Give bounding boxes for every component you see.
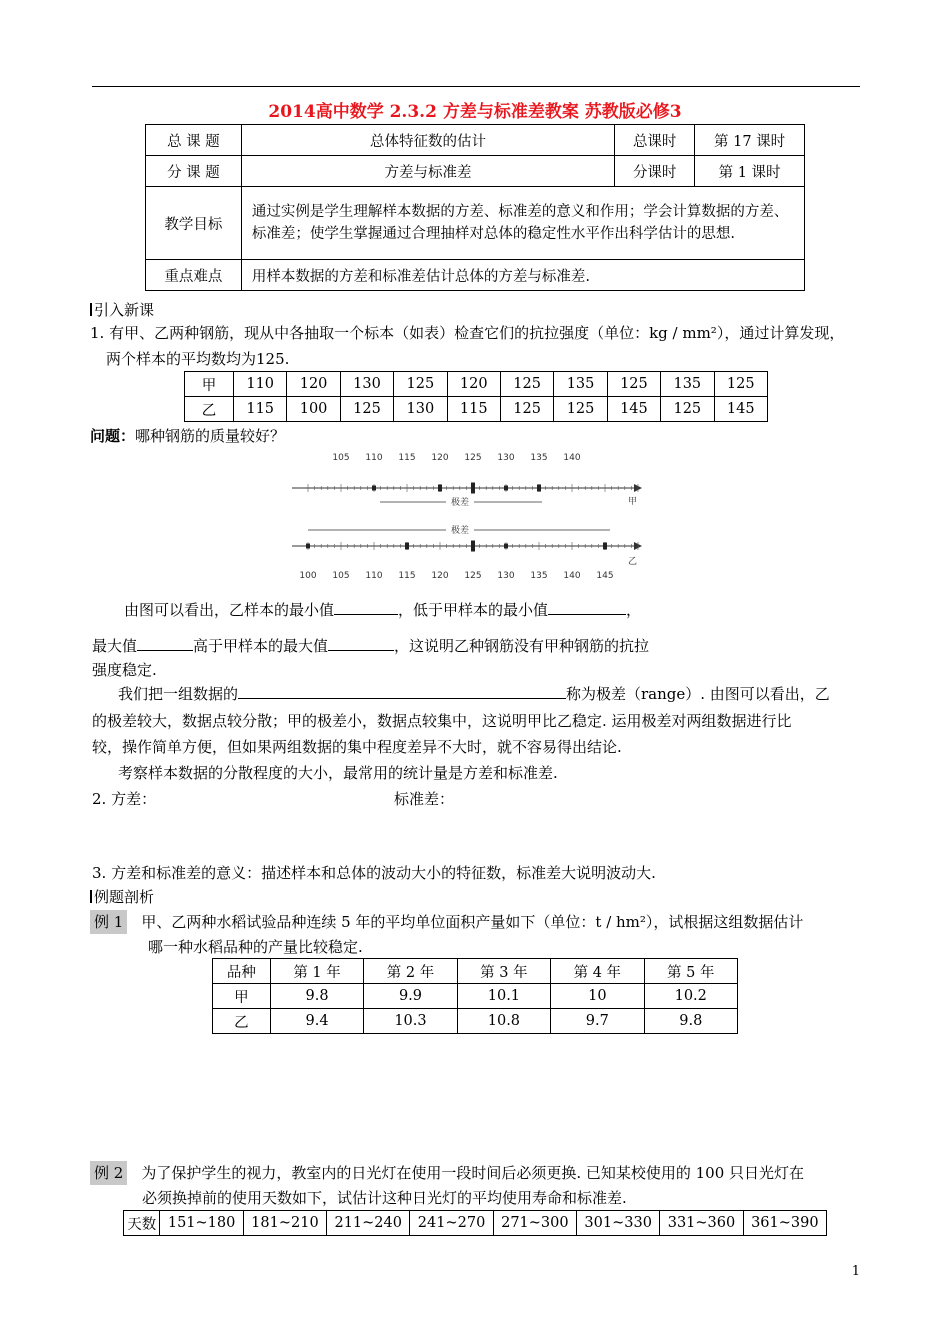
- data-point: [603, 543, 607, 550]
- item2-variance: 2. 方差：: [92, 790, 157, 808]
- data-point: [471, 541, 475, 552]
- cell-label: 教学目标: [146, 187, 242, 260]
- table-cell: 120: [287, 372, 340, 397]
- table-cell: 125: [500, 372, 553, 397]
- para2: [92, 634, 649, 658]
- tick-label: 115: [398, 453, 416, 463]
- tick-label: 140: [563, 571, 581, 581]
- range-number-line-figure: [288, 448, 648, 588]
- table-cell: 100: [287, 397, 340, 422]
- table-cell: 9.8: [270, 984, 363, 1009]
- section-heading-examples: [90, 886, 154, 907]
- cell-value: 第 1 课时: [695, 156, 805, 187]
- table-cell: 130: [340, 372, 393, 397]
- table-cell: 361~390: [743, 1211, 826, 1236]
- tick-label: 140: [563, 453, 581, 463]
- table-cell: 135: [661, 372, 714, 397]
- bottom-tick-labels: [299, 571, 613, 581]
- blank-line: [334, 600, 398, 615]
- tick-label: 125: [464, 571, 482, 581]
- table-cell: 10.3: [364, 1009, 457, 1034]
- table-cell: 天数: [124, 1211, 160, 1236]
- para2-text-b: 高于甲样本的最大值: [193, 637, 329, 655]
- section-marker: [90, 890, 92, 903]
- table-cell: 9.9: [364, 984, 457, 1009]
- para3-line1: [118, 682, 830, 706]
- cell-label: 总课时: [615, 125, 695, 156]
- range-a-label: 极差: [450, 498, 470, 508]
- table-row: [146, 125, 805, 156]
- data-point: [504, 486, 508, 491]
- table-cell: 125: [394, 372, 447, 397]
- example-tag: 例 1: [90, 910, 127, 934]
- section-label: 例题剖析: [94, 888, 155, 906]
- table-cell: 乙: [213, 1009, 271, 1034]
- tick-label: 115: [398, 571, 416, 581]
- item3: 3. 方差和标准差的意义：描述样本和总体的波动大小的特征数，标准差大说明波动大.: [92, 864, 656, 882]
- table-cell: 125: [500, 397, 553, 422]
- cell-label: 分 课 题: [146, 156, 242, 187]
- cell-value: 总体特征数的估计: [241, 125, 614, 156]
- row-name: 乙: [185, 397, 234, 422]
- table-cell: 145: [714, 397, 767, 422]
- header-cell: 第 1 年: [270, 959, 363, 984]
- header-cell: 第 4 年: [551, 959, 644, 984]
- table-cell: 181~210: [243, 1211, 326, 1236]
- blank-line: [137, 636, 193, 651]
- blank-line: [548, 600, 626, 615]
- table-cell: 10.1: [457, 984, 550, 1009]
- row-name: 甲: [185, 372, 234, 397]
- cell-label: 重点难点: [146, 260, 242, 291]
- header-cell: 品种: [213, 959, 271, 984]
- para2-text-a: 最大值: [92, 637, 138, 655]
- rice-yield-table: [212, 958, 738, 1034]
- tick-label: 110: [365, 453, 383, 463]
- table-row: [146, 187, 805, 260]
- table-cell: 9.8: [644, 1009, 737, 1034]
- course-info-table: [145, 124, 805, 291]
- table-cell: 10.2: [644, 984, 737, 1009]
- example2-line2: 必须换掉前的使用天数如下，试估计这种日光灯的平均使用寿命和标准差.: [142, 1189, 627, 1207]
- table-row: [185, 372, 768, 397]
- section-marker: [90, 303, 92, 316]
- table-cell: 130: [394, 397, 447, 422]
- tick-label: 145: [596, 571, 614, 581]
- table-row: [124, 1211, 827, 1236]
- tick-label: 100: [299, 571, 317, 581]
- table-cell: 甲: [213, 984, 271, 1009]
- table-cell: 271~300: [493, 1211, 576, 1236]
- table-cell: 125: [714, 372, 767, 397]
- table-row: [146, 260, 805, 291]
- cell-value: 第 17 课时: [695, 125, 805, 156]
- page-title: 2014高中数学 2.3.2 方差与标准差教案 苏教版必修3: [268, 102, 682, 122]
- para3-text-a: 我们把一组数据的: [118, 685, 239, 703]
- table-cell: 145: [607, 397, 660, 422]
- table-cell: 115: [447, 397, 500, 422]
- para2-line2: 强度稳定.: [92, 661, 157, 679]
- table-cell: 10.8: [457, 1009, 550, 1034]
- table-cell: 125: [607, 372, 660, 397]
- para1: [124, 598, 641, 622]
- question-text: 哪种钢筋的质量较好？: [135, 427, 286, 445]
- table-cell: 9.4: [270, 1009, 363, 1034]
- data-point: [372, 486, 376, 491]
- table-row: [213, 984, 738, 1009]
- steel-sample-table: [184, 371, 768, 422]
- cell-value: 通过实例是学生理解样本数据的方差、标准差的意义和作用；学会计算数据的方差、标准差；使学生掌握通过合理抽样对总体的稳定性水平作出科学估计的思想.: [241, 187, 804, 260]
- para2-text-c: ，这说明乙种钢筋没有甲种钢筋的抗拉: [394, 637, 650, 655]
- header-cell: 第 3 年: [457, 959, 550, 984]
- table-cell: 10: [551, 984, 644, 1009]
- data-point: [504, 544, 508, 549]
- table-row: [213, 1009, 738, 1034]
- example1-line1: [90, 910, 803, 934]
- para1-text-c: ，: [626, 601, 642, 619]
- table-cell: 135: [554, 372, 607, 397]
- table-cell: 241~270: [410, 1211, 493, 1236]
- tick-label: 130: [497, 571, 515, 581]
- item1-line2: 两个样本的平均数均为125.: [106, 350, 290, 368]
- table-cell: 301~330: [577, 1211, 660, 1236]
- line-a-label: 甲: [628, 497, 638, 507]
- tick-label: 135: [530, 571, 548, 581]
- lamp-days-table: [123, 1210, 827, 1236]
- data-point: [537, 485, 541, 492]
- tick-label: 120: [431, 453, 449, 463]
- section-heading-intro: [90, 299, 154, 320]
- top-tick-labels: [332, 453, 580, 463]
- item2-std: 标准差：: [394, 790, 455, 808]
- cell-value: 方差与标准差: [241, 156, 614, 187]
- cell-label: 分课时: [615, 156, 695, 187]
- table-cell: 211~240: [327, 1211, 410, 1236]
- table-cell: 9.7: [551, 1009, 644, 1034]
- example1-line2: 哪一种水稻品种的产量比较稳定.: [148, 938, 363, 956]
- data-point: [405, 543, 409, 550]
- table-cell: 120: [447, 372, 500, 397]
- table-cell: 125: [554, 397, 607, 422]
- table-cell: 125: [661, 397, 714, 422]
- header-cell: 第 2 年: [364, 959, 457, 984]
- table-cell: 331~360: [660, 1211, 743, 1236]
- para4: 考察样本数据的分散程度的大小，最常用的统计量是方差和标准差.: [118, 764, 558, 782]
- tick-label: 105: [332, 453, 350, 463]
- table-cell: 115: [234, 397, 287, 422]
- table-cell: 125: [340, 397, 393, 422]
- para1-text-b: ，低于甲样本的最小值: [398, 601, 549, 619]
- range-b-label: 极差: [450, 526, 470, 536]
- para3-line3: 较，操作简单方便，但如果两组数据的集中程度差异不大时，就不容易得出结论.: [92, 738, 622, 756]
- blank-line: [238, 684, 566, 699]
- question: [90, 424, 285, 448]
- table-cell: 110: [234, 372, 287, 397]
- cell-value: 用样本数据的方差和标准差估计总体的方差与标准差.: [241, 260, 804, 291]
- cell-label: 总 课 题: [146, 125, 242, 156]
- para3-line2: 的极差较大，数据点较分散；甲的极差小，数据点较集中，这说明甲比乙稳定. 运用极差对两组数据进行比: [92, 712, 792, 730]
- section-label: 引入新课: [94, 301, 155, 319]
- tick-label: 135: [530, 453, 548, 463]
- tick-label: 130: [497, 453, 515, 463]
- line-b-label: 乙: [628, 557, 638, 567]
- tick-label: 120: [431, 571, 449, 581]
- para3-text-b: 称为极差（range）. 由图可以看出，乙: [566, 685, 830, 703]
- page-number: 1: [851, 1264, 860, 1279]
- tick-label: 125: [464, 453, 482, 463]
- example1-text: 甲、乙两种水稻试验品种连续 5 年的平均单位面积产量如下（单位：t / hm²），试根据这组数据估计: [141, 913, 804, 931]
- tick-label: 110: [365, 571, 383, 581]
- table-cell: 151~180: [160, 1211, 243, 1236]
- tick-label: 105: [332, 571, 350, 581]
- para1-text-a: 由图可以看出，乙样本的最小值: [124, 601, 335, 619]
- data-point: [438, 485, 442, 492]
- data-point: [471, 483, 475, 494]
- example2-text: 为了保护学生的视力，教室内的日光灯在使用一段时间后必须更换. 已知某校使用的 100 只日光灯在: [141, 1164, 805, 1182]
- header-rule: [92, 86, 860, 87]
- table-row: [146, 156, 805, 187]
- question-label: 问题：: [90, 427, 136, 445]
- data-point: [306, 544, 310, 549]
- table-row: [185, 397, 768, 422]
- item1-line1: 1. 有甲、乙两种钢筋，现从中各抽取一个标本（如表）检查它们的抗拉强度（单位：kg / mm²），通过计算发现，: [90, 324, 845, 342]
- header-cell: 第 5 年: [644, 959, 737, 984]
- blank-line: [328, 636, 394, 651]
- example-tag: 例 2: [90, 1161, 127, 1185]
- table-header-row: [213, 959, 738, 984]
- example2-line1: [90, 1161, 804, 1185]
